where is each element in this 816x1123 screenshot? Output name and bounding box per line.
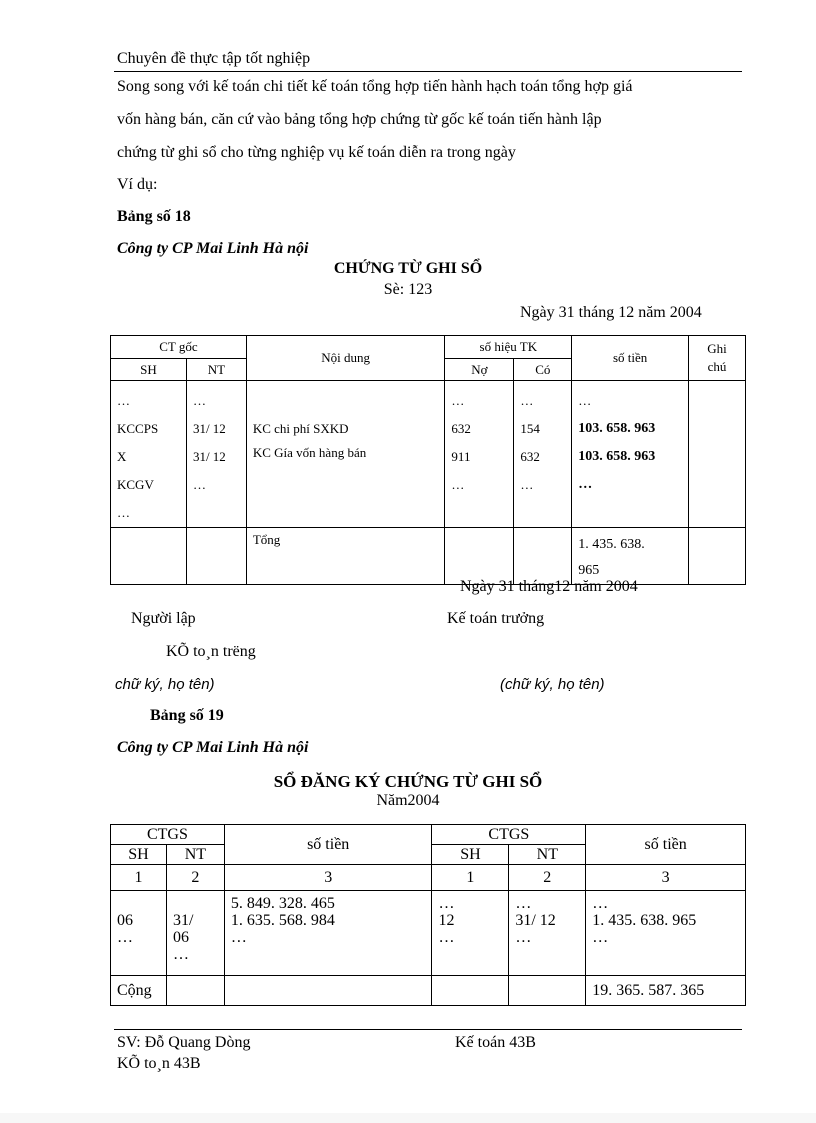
page-bottom-edge <box>0 1113 816 1123</box>
l-nt-line: … <box>172 946 189 963</box>
total-sh <box>111 528 187 585</box>
nt-line: 31/ 12 <box>192 449 226 464</box>
header-so-tien: số tiền <box>572 336 689 381</box>
r-tien-line: … <box>592 929 609 946</box>
voucher-number: Sè: 123 <box>383 281 433 298</box>
header-ghi-chu: Ghi chú <box>689 336 746 381</box>
r-tien-line: 1. 435. 638. 965 <box>592 912 697 929</box>
register-total-tien-left <box>224 976 432 1006</box>
header-nt: NT <box>186 359 246 381</box>
total-value-line-1: 1. 435. 638. <box>578 537 645 552</box>
col-noi-dung <box>246 381 445 528</box>
header-so-hieu-tk: số hiệu TK <box>445 336 572 359</box>
header-sh-left: SH <box>111 845 167 865</box>
nt-line: … <box>192 393 206 408</box>
register-total-nt-right <box>509 976 586 1006</box>
header-sh: SH <box>111 359 187 381</box>
co-line: … <box>520 477 534 492</box>
col-sh <box>111 381 187 528</box>
total-ghi-chu <box>689 528 746 585</box>
co-line: … <box>520 393 534 408</box>
so-tien-line: 103. 658. 963 <box>578 449 656 464</box>
intro-line-3: chứng từ ghi sổ cho từng nghiệp vụ kế toán diễn ra trong ngày <box>117 144 516 161</box>
col-num-2-right: 2 <box>509 865 586 891</box>
r-nt-line: … <box>515 895 532 912</box>
r-sh-line: … <box>438 895 455 912</box>
company-name-1: Công ty CP Mai Linh Hà nội <box>117 240 309 257</box>
header-rule <box>114 71 742 72</box>
l-tien-line: … <box>230 929 247 946</box>
r-nt-line: … <box>515 929 532 946</box>
cell-r-tien <box>586 891 746 976</box>
l-sh-line: … <box>117 929 133 946</box>
header-so-tien-left: số tiền <box>224 825 432 865</box>
signature-note-left: chữ ký, họ tên) <box>115 676 215 693</box>
header-ctgs-right: CTGS <box>432 825 586 845</box>
col-num-1-left: 1 <box>111 865 167 891</box>
cell-r-nt <box>509 891 586 976</box>
r-sh-line: 12 <box>438 912 455 929</box>
header-no: Nợ <box>445 359 514 381</box>
cell-r-sh <box>432 891 509 976</box>
voucher-title: CHỨNG TỪ GHI SỔ <box>333 260 483 277</box>
nt-line: … <box>192 477 206 492</box>
header-ct-goc: CT gốc <box>111 336 247 359</box>
noi-dung-line: KC Gía vốn hàng bán <box>252 445 367 460</box>
sign-date: Ngày 31 tháng12 năm 2004 <box>460 578 638 595</box>
l-nt-line: 31/ <box>172 912 194 929</box>
register-total-label: Cộng <box>111 976 167 1006</box>
chief-accountant-label: Kế toán trưởng <box>447 610 545 627</box>
footer-rule <box>114 1029 742 1030</box>
l-tien-line: 1. 635. 568. 984 <box>230 912 335 929</box>
r-nt-line: 31/ 12 <box>515 912 556 929</box>
so-tien-line: 103. 658. 963 <box>578 421 656 436</box>
co-line: 632 <box>520 449 540 464</box>
no-line: … <box>451 393 465 408</box>
r-tien-line: … <box>592 895 609 912</box>
l-nt-line: 06 <box>172 929 189 946</box>
no-line: … <box>451 477 465 492</box>
l-sh-line <box>117 895 160 912</box>
l-tien-line: 5. 849. 328. 465 <box>230 895 335 912</box>
noi-dung-line <box>253 387 439 415</box>
col-ghi-chu <box>689 381 746 528</box>
register-year: Năm2004 <box>376 792 440 809</box>
header-nt-right: NT <box>509 845 586 865</box>
footer-student: SV: Đỗ Quang Dòng <box>117 1034 251 1051</box>
no-line: 911 <box>451 449 471 464</box>
voucher-date: Ngày 31 tháng 12 năm 2004 <box>520 304 702 321</box>
col-no <box>445 381 514 528</box>
r-sh-line: … <box>438 929 455 946</box>
sh-line: KCGV <box>117 477 154 492</box>
cell-l-sh <box>111 891 167 976</box>
voucher-table <box>110 335 746 585</box>
so-tien-line: … <box>578 477 593 492</box>
signature-note-right: (chữ ký, họ tên) <box>500 676 605 693</box>
l-nt-line <box>173 895 218 912</box>
total-no <box>445 528 514 585</box>
header-so-tien-right: số tiền <box>586 825 746 865</box>
total-value-line-2: 965 <box>578 563 600 578</box>
co-line: 154 <box>520 421 540 436</box>
col-num-1-right: 1 <box>432 865 509 891</box>
header-sh-right: SH <box>432 845 509 865</box>
sh-line: … <box>117 393 130 408</box>
page-header: Chuyên đề thực tập tốt nghiệp <box>117 50 311 67</box>
col-num-3-left: 3 <box>224 865 432 891</box>
sh-line: X <box>117 449 127 464</box>
total-value-cell <box>572 528 689 585</box>
preparer-label: Người lập <box>131 610 196 627</box>
col-co <box>514 381 572 528</box>
preparer-name: KÕ to¸n trëng <box>166 643 256 660</box>
sh-line: … <box>117 505 130 520</box>
col-so-tien <box>572 381 689 528</box>
cell-l-tien <box>224 891 432 976</box>
register-total-nt-left <box>166 976 224 1006</box>
register-table <box>110 824 746 1006</box>
no-line: 632 <box>451 421 471 436</box>
col-nt <box>186 381 246 528</box>
register-total-sh-right <box>432 976 509 1006</box>
header-nt-left: NT <box>166 845 224 865</box>
intro-line-1: Song song với kế toán chi tiết kế toán tổng hợp tiến hành hạch toán tổng hợp giá <box>117 78 633 95</box>
header-ctgs-left: CTGS <box>111 825 225 845</box>
total-nt <box>186 528 246 585</box>
so-tien-line: … <box>578 393 592 408</box>
header-co: Có <box>514 359 572 381</box>
register-total-value: 19. 365. 587. 365 <box>586 976 746 1006</box>
col-num-3-right: 3 <box>586 865 746 891</box>
total-label-cell <box>246 528 445 585</box>
l-sh-line: 06 <box>117 912 133 929</box>
footer-class: Kế toán 43B <box>455 1034 536 1051</box>
intro-line-2: vốn hàng bán, căn cứ vào bảng tổng hợp chứng từ gốc kế toán tiến hành lập <box>117 111 602 128</box>
cell-l-nt <box>166 891 224 976</box>
sh-line: KCCPS <box>117 421 159 436</box>
total-co <box>514 528 572 585</box>
table-label-18: Bảng số 18 <box>117 208 191 225</box>
col-num-2-left: 2 <box>166 865 224 891</box>
footer-line-2: KÕ to¸n 43B <box>117 1055 201 1072</box>
nt-line: 31/ 12 <box>192 421 226 436</box>
header-noi-dung: Nội dung <box>246 336 445 381</box>
table-label-19: Bảng số 19 <box>150 707 224 724</box>
register-title: SỔ ĐĂNG KÝ CHỨNG TỪ GHI SỔ <box>273 772 543 791</box>
total-label: Tổng <box>252 532 281 547</box>
example-label: Ví dụ: <box>117 176 158 193</box>
noi-dung-line: KC chi phí SXKD <box>252 421 349 436</box>
company-name-2: Công ty CP Mai Linh Hà nội <box>117 739 309 756</box>
